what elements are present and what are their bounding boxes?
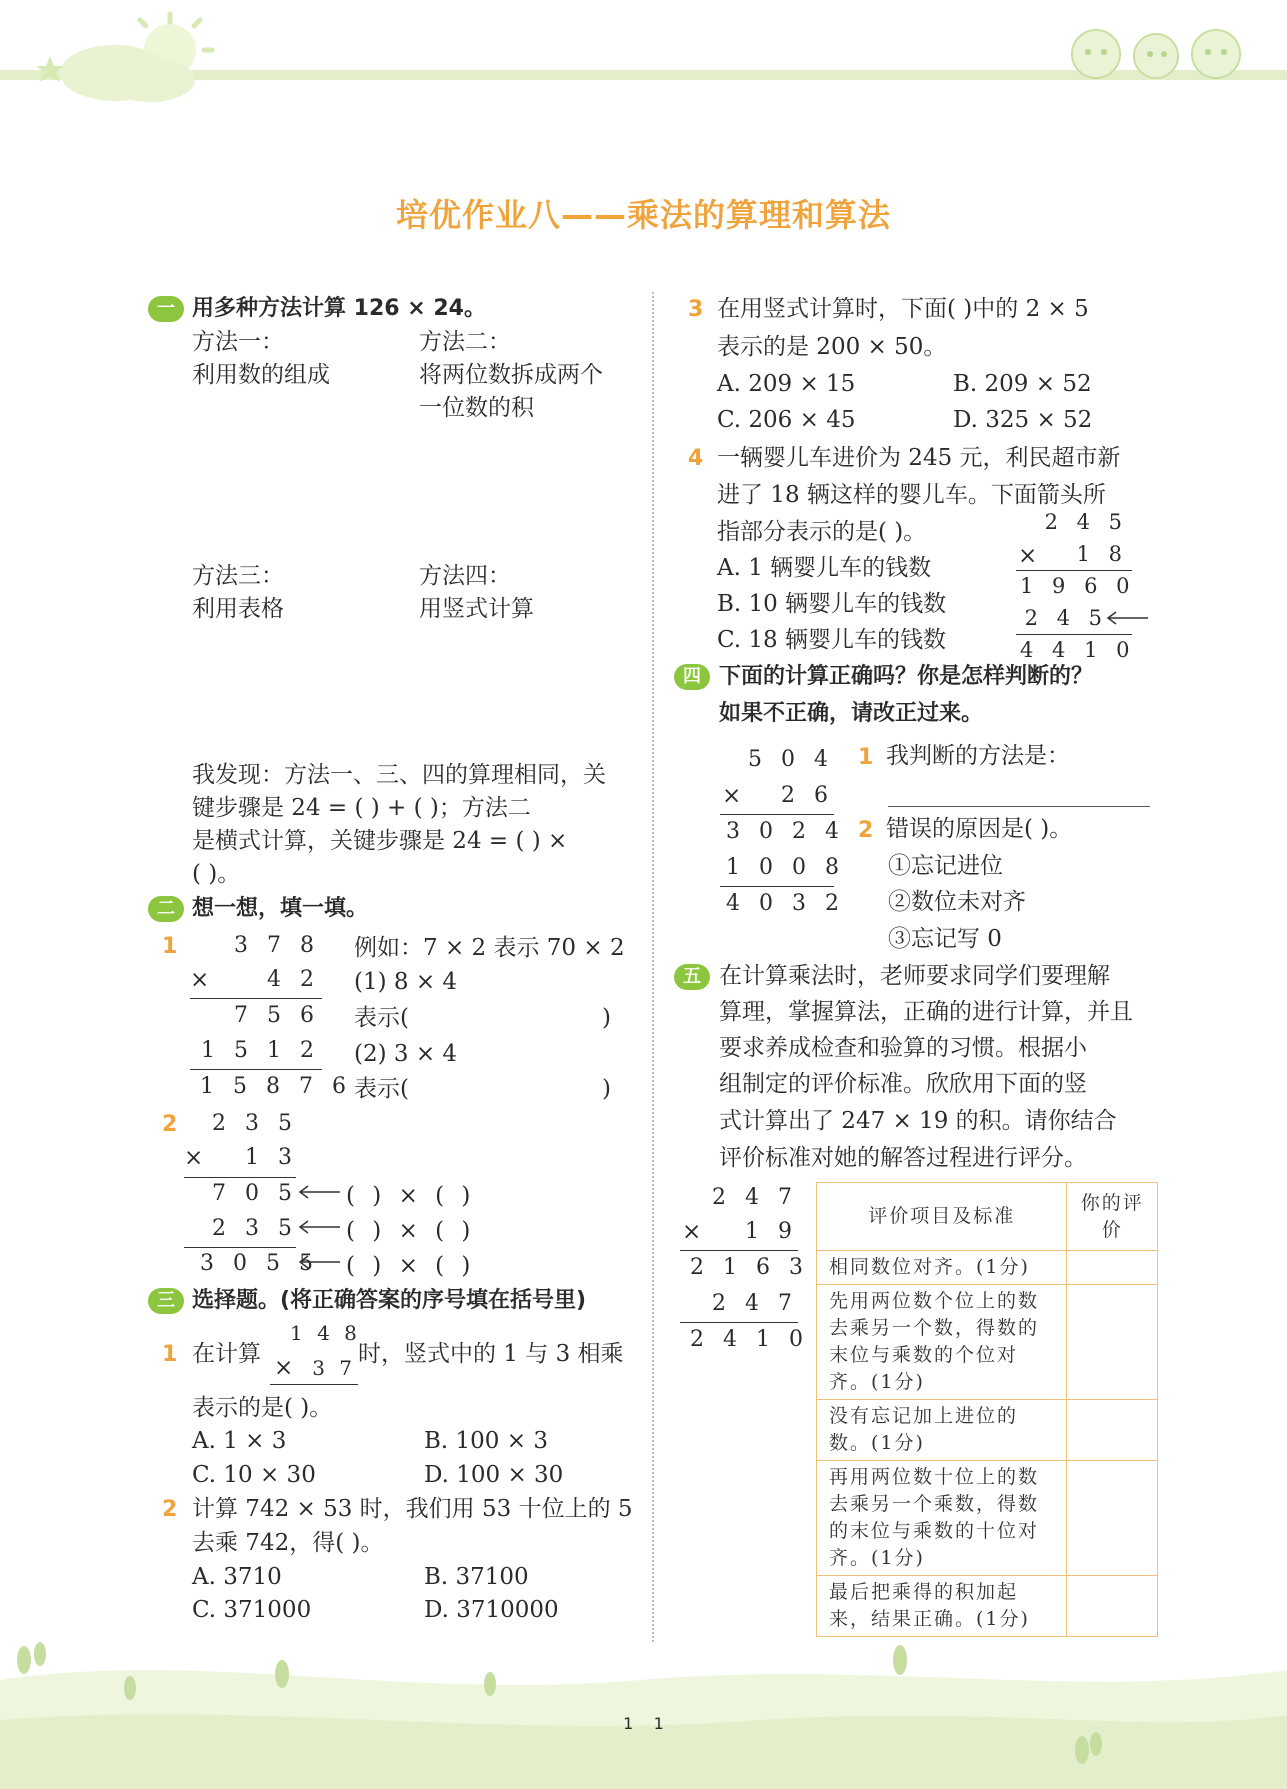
- table-header-row: [817, 1183, 1158, 1251]
- option-b: B. 209 × 52: [953, 371, 1092, 397]
- option-a: A. 1 × 3: [192, 1428, 287, 1454]
- calc-line: [270, 1384, 358, 1385]
- method-description: 用竖式计算: [419, 596, 534, 622]
- calc-row: 3 0 5 5: [200, 1251, 319, 1276]
- option-item: ③忘记写 0: [888, 926, 1002, 952]
- method-description: 利用数的组成: [192, 362, 330, 388]
- calc-row: 4 0 3 2: [726, 891, 845, 916]
- calc-row: 1 5 8 7 6: [200, 1074, 352, 1099]
- calc-row: 2 6: [781, 783, 834, 808]
- option-b: B. 37100: [424, 1564, 529, 1590]
- calc-row: 2 4 7: [712, 1291, 798, 1316]
- answer-close: ): [602, 1005, 611, 1031]
- option-c: C. 10 × 30: [192, 1462, 316, 1488]
- calc-line: [190, 1069, 322, 1070]
- calc-row: 2 3 5: [212, 1216, 298, 1241]
- table-header-cell: 评价项目及标准: [817, 1183, 1067, 1251]
- sub-question: (2) 3 × 4: [354, 1041, 458, 1067]
- calc-line: [1016, 570, 1132, 571]
- answer-blank: ( ) × ( ): [346, 1253, 471, 1279]
- section-heading: 用多种方法计算 126 × 24。: [192, 296, 486, 321]
- section-badge: 二: [148, 896, 184, 922]
- section-heading: 下面的计算正确吗？你是怎样判断的？: [719, 664, 1094, 689]
- answer-prompt: 表示(: [354, 1005, 409, 1031]
- section-heading: 想一想，填一填。: [192, 896, 369, 921]
- arrow-icon: [296, 1184, 342, 1200]
- calc-line: [680, 1250, 798, 1251]
- table-header-cell: 你的评价: [1067, 1183, 1158, 1251]
- question-number: 1: [858, 745, 874, 770]
- question-text: 指部分表示的是( )。: [717, 519, 927, 545]
- landscape-decoration: [0, 1610, 1287, 1789]
- calc-line: [720, 886, 834, 887]
- rating-cell[interactable]: [1067, 1285, 1158, 1400]
- times-sign: ×: [682, 1219, 702, 1245]
- method-description: 将两位数拆成两个: [419, 362, 603, 388]
- option-d: D. 100 × 30: [424, 1462, 564, 1488]
- finding-line: 键步骤是 24 = ( ) + ( )；方法二: [192, 795, 531, 821]
- calc-row: 1 8: [1076, 542, 1128, 566]
- answer-blank: ( ) × ( ): [346, 1183, 471, 1209]
- section-heading: 如果不正确，请改正过来。: [719, 701, 984, 726]
- option-item: ②数位未对齐: [888, 889, 1026, 915]
- question-text: 表示的是( )。: [192, 1395, 333, 1421]
- calc-row: 1 9: [745, 1219, 798, 1244]
- question-text: 去乘 742，得( )。: [192, 1530, 384, 1556]
- method-description: 利用表格: [192, 596, 284, 622]
- table-row: [817, 1400, 1158, 1461]
- paragraph-line: 算理，掌握算法，正确的进行计算，并且: [719, 999, 1133, 1025]
- section-badge: 三: [148, 1288, 184, 1314]
- rating-cell[interactable]: [1067, 1400, 1158, 1461]
- section-badge: 四: [674, 664, 710, 690]
- method-title: 方法二：: [419, 329, 511, 355]
- calc-row: 7 5 6: [234, 1003, 320, 1028]
- animal-faces-decoration: [1060, 14, 1260, 84]
- calc-row: 3 7: [312, 1356, 356, 1380]
- calc-line: [680, 1322, 798, 1323]
- section-badge: 五: [674, 964, 710, 990]
- times-sign: ×: [184, 1145, 204, 1171]
- question-text: 在用竖式计算时，下面( )中的 2 × 5: [717, 296, 1089, 322]
- table-row: [817, 1251, 1158, 1285]
- example-text: 例如：7 × 2 表示 70 × 2: [354, 935, 625, 961]
- option-item: ①忘记进位: [888, 853, 1003, 879]
- calc-row: 2 4 7: [712, 1185, 798, 1210]
- page-number: 1 1: [623, 1714, 664, 1733]
- calc-row: 1 5 1 2: [201, 1038, 320, 1063]
- paragraph-line: 组制定的评价标准。欣欣用下面的竖: [719, 1071, 1087, 1097]
- answer-prompt: 表示(: [354, 1076, 409, 1102]
- question-number: 2: [162, 1112, 178, 1137]
- page-title: 培优作业八——乘法的算理和算法: [395, 196, 891, 234]
- calc-row: 4 2: [267, 967, 320, 992]
- option-b: B. 100 × 3: [424, 1428, 548, 1454]
- question-text: 时，竖式中的 1 与 3 相乘: [358, 1341, 624, 1367]
- finding-line: 是横式计算，关键步骤是 24 = ( ) ×: [192, 828, 568, 854]
- finding-line: 我发现：方法一、三、四的算理相同，关: [192, 762, 606, 788]
- calc-row: 2 1 6 3: [690, 1255, 809, 1280]
- option-d: D. 325 × 52: [953, 407, 1093, 433]
- table-row: [817, 1461, 1158, 1576]
- section-badge: 一: [148, 296, 184, 322]
- calc-row: 3 0 2 4: [726, 819, 845, 844]
- evaluation-table: [816, 1182, 1158, 1637]
- question-text: 表示的是 200 × 50。: [717, 334, 947, 360]
- calc-row: 3 7 8: [234, 933, 320, 958]
- times-sign: ×: [1018, 543, 1038, 569]
- criteria-cell: 先用两位数个位上的数去乘另一个数，得数的末位与乘数的个位对齐。(1分): [817, 1285, 1067, 1400]
- column-divider: [652, 292, 654, 1642]
- calc-row: 1 0 0 8: [726, 855, 845, 880]
- calc-row: 2 4 1 0: [690, 1327, 809, 1352]
- question-text: 在计算: [192, 1341, 261, 1367]
- calc-row: 1 9 6 0: [1020, 574, 1136, 598]
- arrow-icon: [296, 1254, 342, 1270]
- criteria-cell: 再用两位数十位上的数去乘另一个乘数，得数的末位与乘数的十位对齐。(1分): [817, 1461, 1067, 1576]
- question-text: 进了 18 辆这样的婴儿车。下面箭头所: [717, 482, 1106, 508]
- arrow-icon: [1104, 610, 1150, 626]
- times-sign: ×: [190, 967, 210, 993]
- question-number: 3: [688, 297, 704, 322]
- method-title: 方法四：: [419, 563, 511, 589]
- criteria-cell: 最后把乘得的积加起来，结果正确。(1分): [817, 1576, 1067, 1637]
- option-d: D. 3710000: [424, 1597, 559, 1623]
- option-a: A. 3710: [192, 1564, 282, 1590]
- question-text: 一辆婴儿车进价为 245 元，利民超市新: [717, 445, 1121, 471]
- calc-row: 4 4 1 0: [1020, 638, 1136, 662]
- calc-row: 7 0 5: [212, 1181, 298, 1206]
- calc-line: [1016, 634, 1132, 635]
- paragraph-line: 要求养成检查和验算的习惯。根据小: [719, 1035, 1087, 1061]
- calc-row: 1 4 8: [290, 1321, 361, 1345]
- paragraph-line: 评价标准对她的解答过程进行评分。: [719, 1145, 1087, 1171]
- question-text: 错误的原因是( )。: [886, 816, 1073, 842]
- calc-row: 5 0 4: [748, 747, 834, 772]
- calc-row: 2 4 5: [1024, 606, 1108, 630]
- answer-blank: ( ) × ( ): [346, 1218, 471, 1244]
- calc-line: [190, 998, 322, 999]
- option-a: A. 1 辆婴儿车的钱数: [717, 555, 932, 581]
- answer-close: ): [602, 1076, 611, 1102]
- finding-line: ( )。: [192, 861, 241, 887]
- method-title: 方法一：: [192, 329, 284, 355]
- question-text: 计算 742 × 53 时，我们用 53 十位上的 5: [192, 1496, 633, 1522]
- option-c: C. 206 × 45: [717, 407, 856, 433]
- question-number: 2: [162, 1497, 178, 1522]
- paragraph-line: 在计算乘法时，老师要求同学们要理解: [719, 963, 1110, 989]
- table-row: [817, 1285, 1158, 1400]
- option-b: B. 10 辆婴儿车的钱数: [717, 591, 947, 617]
- rating-cell[interactable]: [1067, 1461, 1158, 1576]
- arrow-icon: [296, 1219, 342, 1235]
- answer-line: [888, 806, 1150, 807]
- sun-cloud-decoration: [20, 8, 220, 108]
- calc-row: 2 4 5: [1044, 510, 1128, 534]
- rating-cell[interactable]: [1067, 1251, 1158, 1285]
- option-a: A. 209 × 15: [717, 371, 856, 397]
- method-title: 方法三：: [192, 563, 284, 589]
- question-text: 我判断的方法是：: [886, 743, 1070, 769]
- question-number: 1: [162, 934, 178, 959]
- question-number: 1: [162, 1342, 178, 1367]
- criteria-cell: 相同数位对齐。(1分): [817, 1251, 1067, 1285]
- times-sign: ×: [274, 1355, 294, 1381]
- times-sign: ×: [722, 783, 742, 809]
- section-heading: 选择题。(将正确答案的序号填在括号里): [192, 1288, 587, 1313]
- paragraph-line: 式计算出了 247 × 19 的积。请你结合: [719, 1108, 1117, 1134]
- option-c: C. 18 辆婴儿车的钱数: [717, 627, 946, 653]
- calc-row: 2 3 5: [212, 1111, 298, 1136]
- calc-line: [720, 814, 834, 815]
- sub-question: (1) 8 × 4: [354, 969, 458, 995]
- method-description: 一位数的积: [419, 395, 534, 421]
- calc-row: 1 3: [245, 1145, 298, 1170]
- question-number: 2: [858, 818, 874, 843]
- criteria-cell: 没有忘记加上进位的数。(1分): [817, 1400, 1067, 1461]
- question-number: 4: [688, 446, 704, 471]
- option-c: C. 371000: [192, 1597, 312, 1623]
